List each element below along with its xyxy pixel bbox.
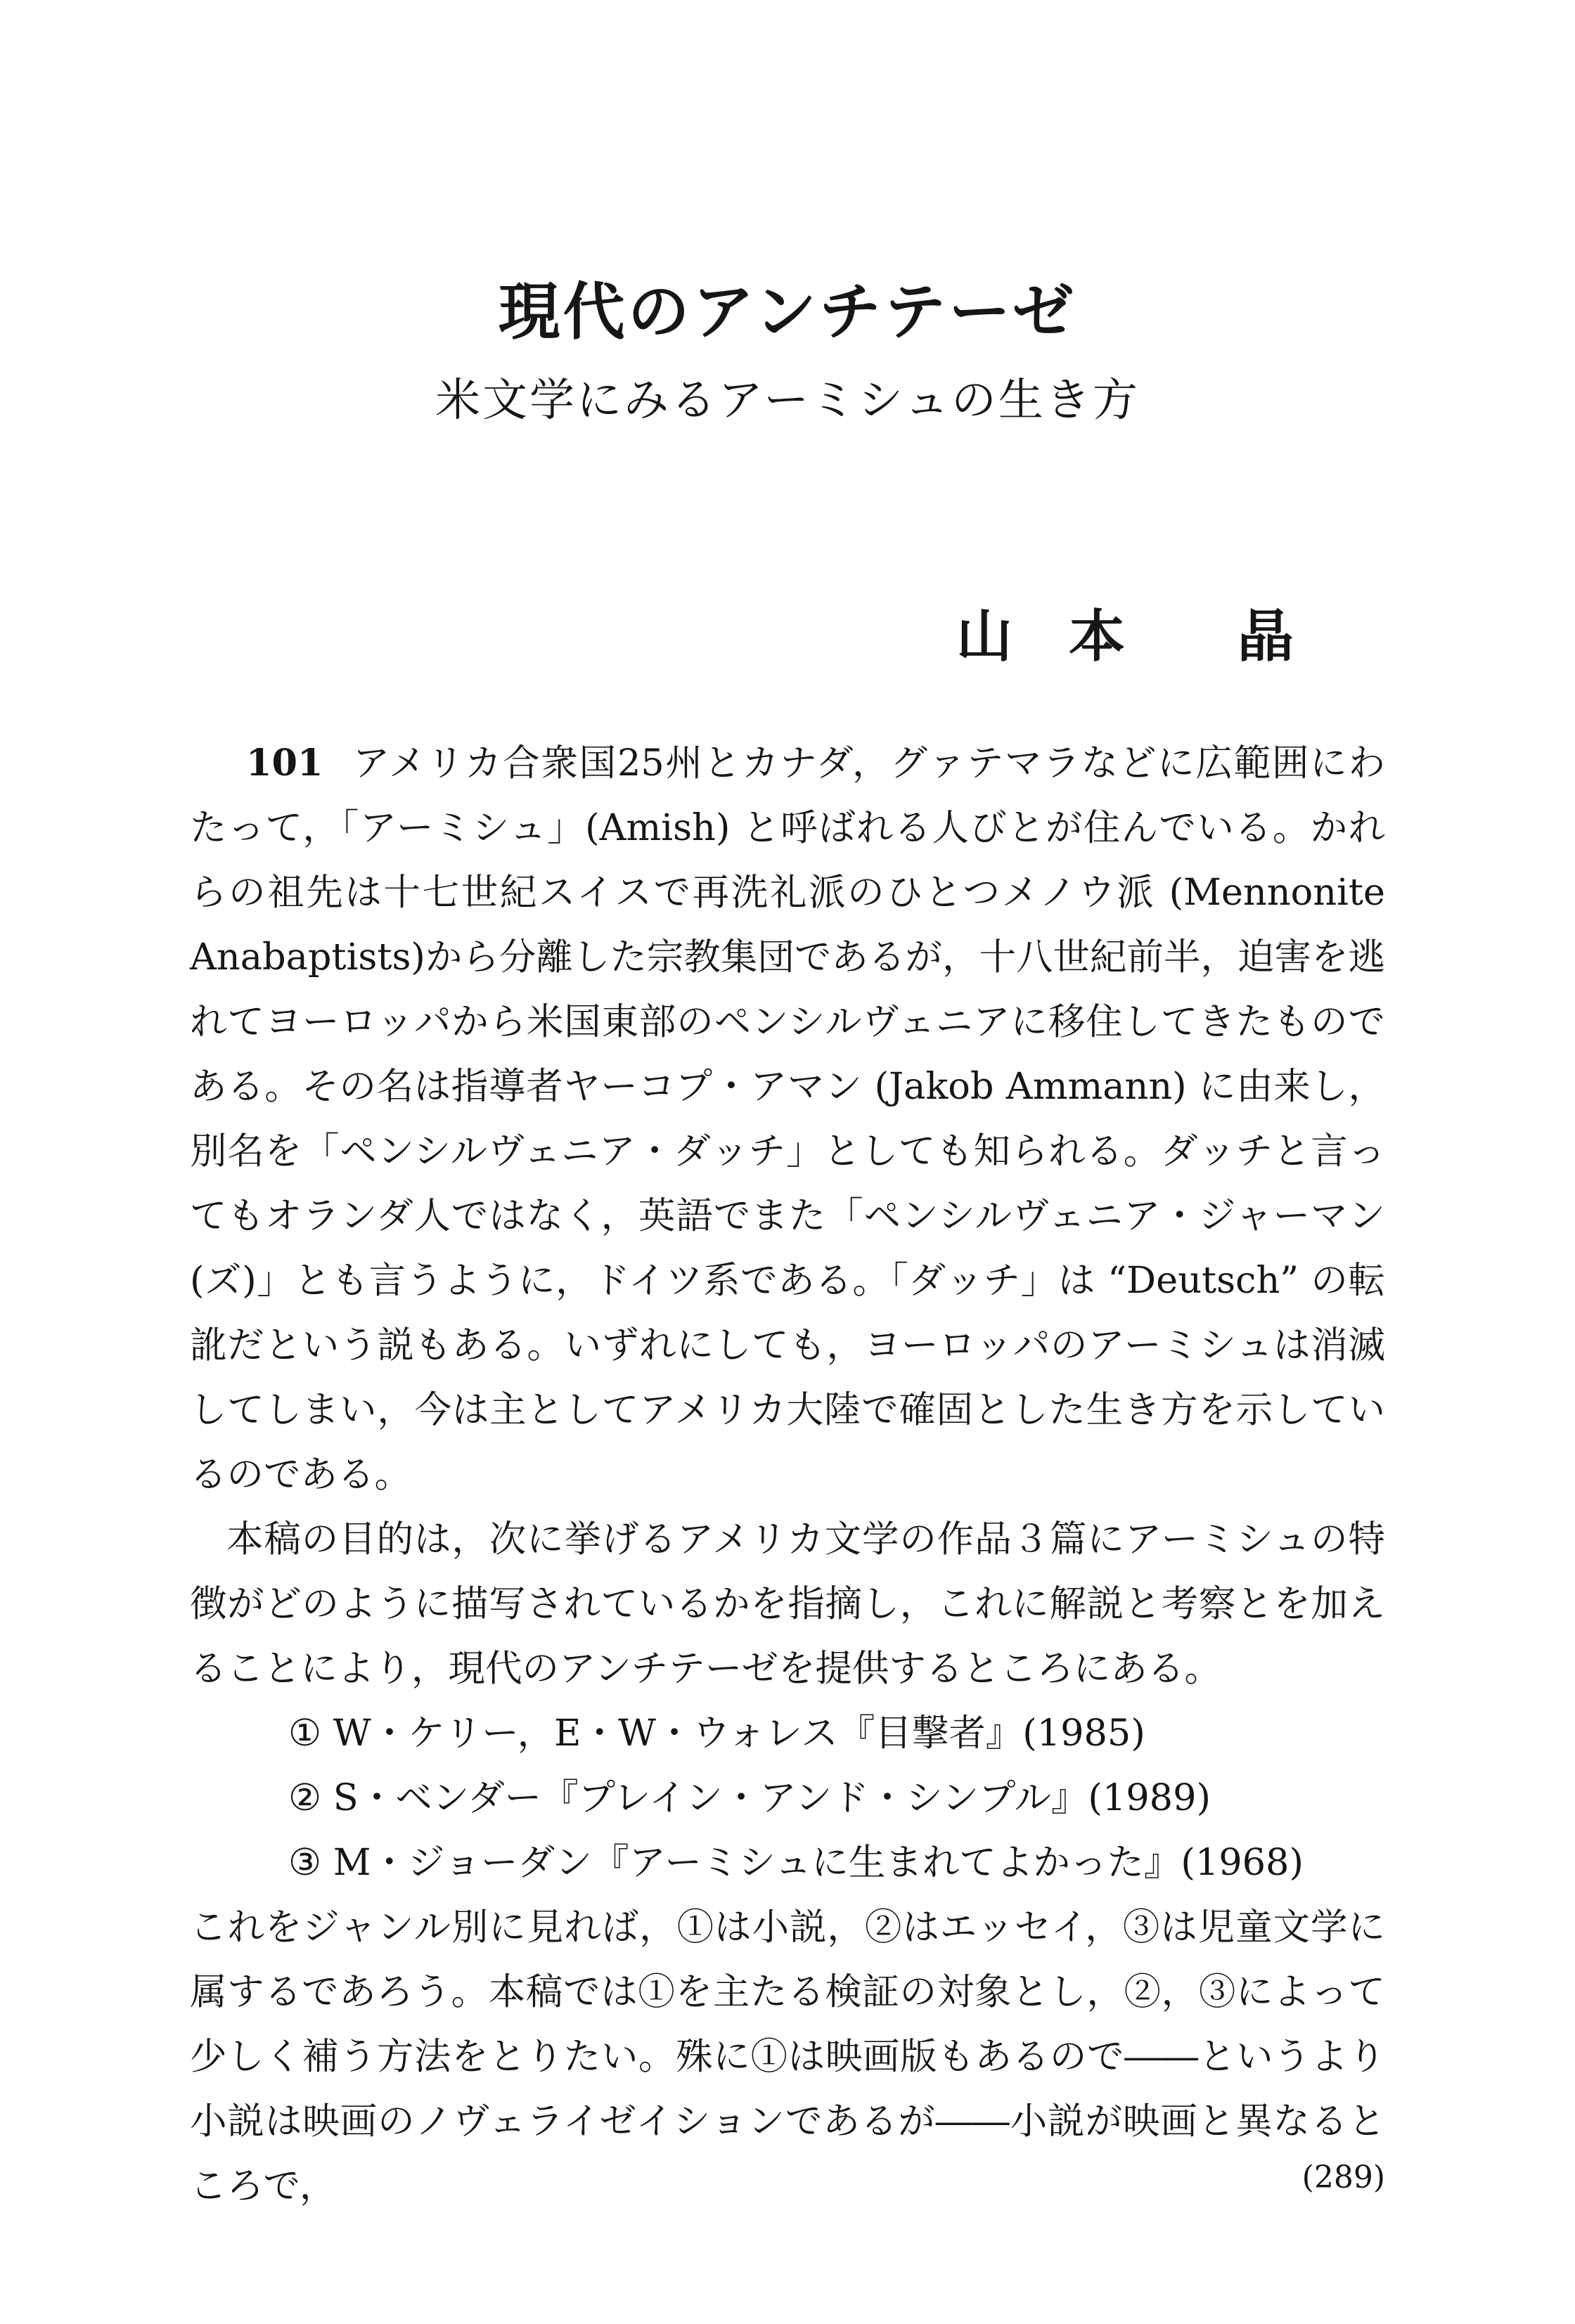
author-name: 山 本 晶	[956, 603, 1294, 669]
list-item: ② S・ベンダー『プレイン・アンド・シンプル』(1989)	[288, 1776, 1211, 1819]
article-body	[190, 731, 1385, 2219]
paragraph-1-text: アメリカ合衆国25州とカナダ，グァテマラなどに広範囲にわたって，「アーミシュ」(Amish) と呼ばれる人びとが住んでいる。かれらの祖先は十七世紀スイスで再洗礼派のひとつメノウ派 (Mennonite Anabaptists)から分離した宗教集団であるが，十八世紀前半，迫害を逃れてヨーロッパから米国東部のペンシルヴェニアに移住してきたものである。その名は指導者ヤーコプ・アマン (Jakob Ammann) に由来し，別名を「ペンシルヴェニア・ダッチ」としても知られる。ダッチと言ってもオランダ人ではなく，英語でまた「ペンシルヴェニア・ジャーマン(ズ)」とも言うように，ドイツ系である。「ダッチ」は “Deutsch” の転訛だという説もある。いずれにしても，ヨーロッパのアーミシュは消滅してしまい，今は主としてアメリカ大陸で確固とした生き方を示しているのである。	[190, 742, 1385, 1496]
paragraph-2: 本稿の目的は，次に挙げるアメリカ文学の作品３篇にアーミシュの特徴がどのように描写されているかを指摘し，これに解説と考察とを加えることにより，現代のアンチテーゼを提供するところにある。	[190, 1518, 1385, 1690]
paragraph-1	[190, 731, 1385, 1507]
works-list	[190, 1701, 1385, 1895]
page-number: (289)	[1301, 2160, 1385, 2195]
article-title: 現代のアンチテーゼ	[498, 275, 1077, 348]
list-item: ③ M・ジョーダン『アーミシュに生まれてよかった』(1968)	[288, 1841, 1304, 1884]
article-subtitle: 米文学にみるアーミシュの生き方	[435, 375, 1140, 427]
list-item: ① W・ケリー，E・W・ウォレス『目撃者』(1985)	[288, 1712, 1145, 1755]
section-number: 101	[246, 742, 323, 785]
paragraph-3: これをジャンル別に見れば，①は小説，②はエッセイ，③は児童文学に属するであろう。本稿では①を主たる検証の対象とし，②，③によって少しく補う方法をとりたい。殊に①は映画版もあるので――というより小説は映画のノヴェライゼイションであるが――小説が映画と異なるところで，	[190, 1906, 1385, 2207]
